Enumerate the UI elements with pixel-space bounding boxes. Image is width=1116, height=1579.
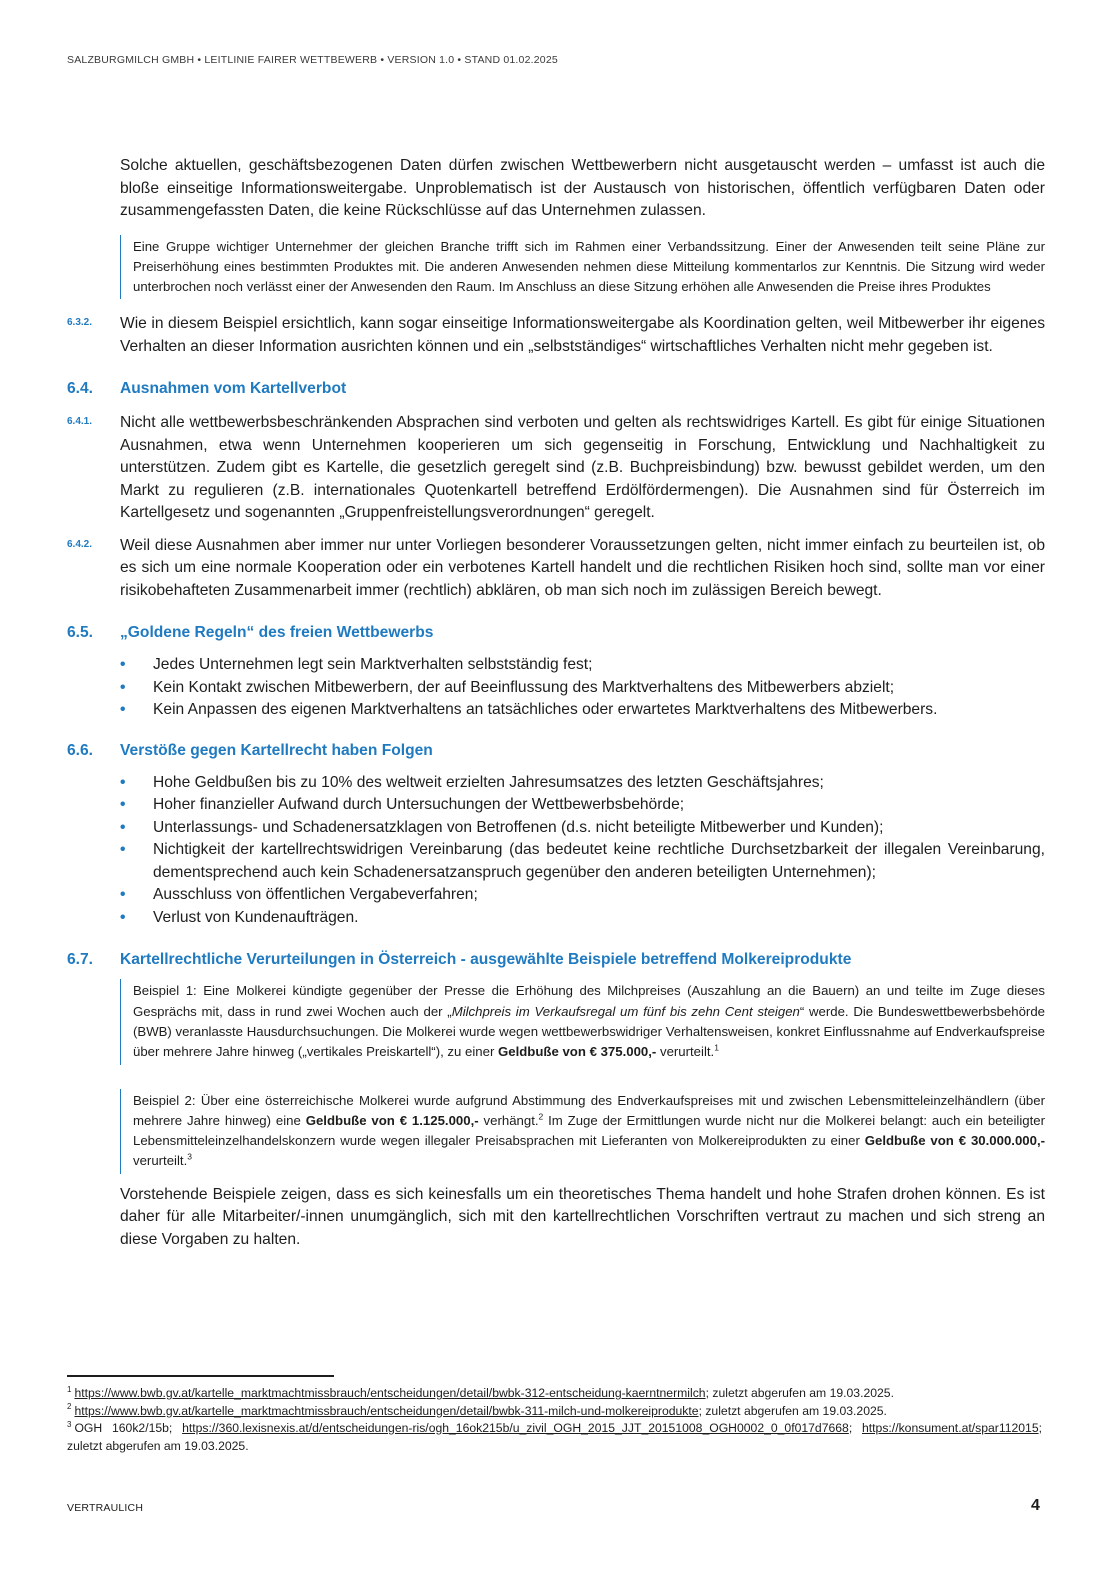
closing-paragraph: Vorstehende Beispiele zeigen, dass es sich keinesfalls um ein theoretisches Thema handelt und hohe Strafen drohen können. Es ist daher für alle Mitarbeiter/-innen unumgänglich, sich mit den kartellrechtlichen Vorschriften vertraut zu machen und sich streng an diese Vorgaben zu halten. (120, 1185, 1045, 1248)
bullet-icon: • (120, 908, 126, 926)
bullet-icon: • (120, 773, 126, 791)
bullet-icon: • (120, 656, 126, 674)
heading-6-7 (0, 951, 1116, 975)
footnote-ref[interactable]: 2 (538, 1111, 544, 1122)
heading-number: 6.7. (67, 951, 94, 969)
heading-6-4 (0, 380, 1116, 404)
heading-number: 6.5. (67, 624, 94, 642)
heading-number: 6.4. (67, 380, 94, 398)
footnote-divider (67, 1375, 334, 1377)
footnote-link[interactable]: https://konsument.at/spar112015 (862, 1421, 1039, 1435)
footnote-ref[interactable]: 1 (714, 1042, 719, 1053)
fine-amount: Geldbuße von € 1.125.000,- (305, 1112, 479, 1128)
paragraph-text: Nicht alle wettbewerbsbeschränkenden Absprachen sind verboten und gelten als rechtswidriges Kartell. Es gibt für einige Situationen Ausnahmen, etwa wenn Unternehmen kooperieren um sich gegenseitig in Forschung, Entwicklung und Nachhaltigkeit zu unterstützen. Zudem gibt es Kartelle, die gesetzlich geregelt sind (z.B. Buchpreisbindung) bzw. bewusst gebildet werden, um den Markt zu regulieren (z.B. internationales Quotenkartell betreffend Erdölfördermengen). Die Ausnahmen sind für Österreich im Kartellgesetz und sogenannten „Gruppenfreistellungsverordnungen“ geregelt. (120, 414, 1045, 522)
list-item: • Hoher finanzieller Aufwand durch Untersuchungen der Wettbewerbsbehörde; (120, 794, 1045, 817)
bullet-icon: • (120, 818, 126, 836)
paragraph-text: Weil diese Ausnahmen aber immer nur unter Vorliegen besonderer Voraussetzungen gelten, nicht immer einfach zu beurteilen ist, ob es sich um eine normale Kooperation oder ein verbotenes Kartell handelt und die rechtlichen Risiken hoch sind, sollte man vor einer risikobehafteten Zusammenarbeit immer (rechtlich) abklären, ob man sich noch im zulässigen Bereich bewegt. (120, 536, 1045, 599)
list-item: • Jedes Unternehmen legt sein Marktverhalten selbstständig fest; (120, 654, 1045, 677)
footnote-ref[interactable]: 3 (187, 1152, 192, 1163)
paragraph-number: 6.4.1. (67, 416, 93, 428)
paragraph-6-4-2 (0, 535, 1116, 603)
page-number: 4 (1031, 1497, 1040, 1514)
fine-amount: Geldbuße von € 375.000,- (498, 1044, 657, 1060)
footnote-link[interactable]: https://www.bwb.gv.at/kartelle_marktmachtmissbrauch/entscheidungen/detail/bwbk-311-milch-und-molkereiprodukte (74, 1403, 699, 1418)
confidential-label: VERTRAULICH (67, 1502, 144, 1514)
list-item: • Verlust von Kundenaufträgen. (120, 907, 1045, 930)
intro-paragraph: Solche aktuellen, geschäftsbezogenen Daten dürfen zwischen Wettbewerbern nicht ausgetauscht werden – umfasst ist auch die bloße einseitige Informationsweitergabe. Unproblematisch ist der Austausch von historischen, öffentlich verfügbaren Daten oder zusammengefassten Daten, die keine Rückschlüsse auf das Unternehmen zulassen. (120, 157, 1045, 219)
bullet-icon: • (120, 886, 126, 904)
page-body (0, 155, 1116, 1251)
bullet-icon: • (120, 796, 126, 814)
heading-number: 6.6. (67, 741, 94, 759)
bullet-icon: • (120, 841, 126, 859)
list-item: • Kein Kontakt zwischen Mitbewerbern, der auf Beeinflussung des Marktverhaltens des Mitbewerbers abzielt; (120, 677, 1045, 700)
footnote-link[interactable]: https://www.bwb.gv.at/kartelle_marktmachtmissbrauch/entscheidungen/detail/bwbk-312-entscheidung-kaerntnermilch (74, 1386, 706, 1400)
list-item: • Nichtigkeit der kartellrechtswidrigen Vereinbarung (das bedeutet keine rechtliche Durchsetzbarkeit der illegalen Vereinbarung, dementsprechend auch kein Schadenersatzanspruch gegenüber den anderen beteiligten Unternehmen); (120, 841, 1045, 881)
heading-title: Ausnahmen vom Kartellverbot (120, 380, 347, 398)
example-box-meeting: Eine Gruppe wichtiger Unternehmer der gleichen Branche trifft sich im Rahmen einer Verbandssitzung. Einer der Anwesenden teilt seine Pläne zur Preiserhöhung eines bestimmten Produktes mit. Die anderen Anwesenden nehmen diese Mitteilung kommentarlos zur Kenntnis. Die Sitzung wird weder unterbrochen noch verlässt einer der Anwesenden den Raum. Im Anschluss an diese Sitzung erhöhen alle Anwesenden die Preise ihres Produktes (120, 235, 1045, 300)
footnote-2: $^2$ https://www.bwb.gv.at/kartelle_marktmachtmissbrauch/entscheidungen/detail/bwbk-311-milch-und-molkereiprodukte; zuletzt abgerufen am 19.03.2025. (67, 1402, 887, 1418)
footnote-1: $^1$ https://www.bwb.gv.at/kartelle_marktmachtmissbrauch/entscheidungen/detail/bwbk-312-entscheidung-kaerntnermilch; zuletzt abgerufen am 19.03.2025. (67, 1384, 894, 1400)
paragraph-6-3-2 (0, 313, 1116, 358)
heading-6-5 (0, 624, 1116, 648)
list-item: • Kein Anpassen des eigenen Marktverhaltens an tatsächliches oder erwartetes Marktverhaltens des Mitbewerbers. (120, 699, 1045, 722)
list-item: • Ausschluss von öffentlichen Vergabeverfahren; (120, 884, 1045, 907)
example-box-1: Beispiel 1: Eine Molkerei kündigte gegenüber der Presse die Erhöhung des Milchpreises (Auszahlung an die Bauern) an und teilte im Zuge dieses Gesprächs mit, dass in rund zwei Wochen auch der „Milchpreis im Verkaufsregal um fünf bis zehn Cent steigen“ werde. Die Bundeswettbewerbsbehörde (BWB) veranlasste Hausdurchsuchungen. Die Molkerei wurde wegen wettbewerbswidriger Verhaltensweisen, konkret Einflussnahme auf Endverkaufspreise über mehrere Jahre hinweg („vertikales Preiskartell“), zu einer Geldbuße von € 375.000,- verurteilt.$^1$ (120, 979, 1045, 1064)
list-item: • Unterlassungs- und Schadenersatzklagen von Betroffenen (d.s. nicht beteiligte Mitbewerber und Kunden); (120, 817, 1045, 840)
golden-rules-list (120, 654, 1045, 722)
bullet-icon: • (120, 701, 126, 719)
example-box-2: Beispiel 2: Über eine österreichische Molkerei wurde aufgrund Abstimmung des Endverkaufspreises mit und zwischen Lebensmitteleinzelhändlern (über mehrere Jahre hinweg) eine Geldbuße von € 1.125.000,- verhängt.$^2$ Im Zuge der Ermittlungen wurde nicht nur die Molkerei belangt: auch ein beteiligter Lebensmitteleinzelhandelskonzern wurde wegen illegaler Preisabsprachen mit Lieferanten von Molkereiprodukten zu einer Geldbuße von € 30.000.000,- verurteilt.$^3$ (120, 1089, 1045, 1174)
paragraph-number: 6.3.2. (67, 317, 93, 329)
heading-title: Kartellrechtliche Verurteilungen in Österreich - ausgewählte Beispiele betreffend Molkereiprodukte (120, 951, 852, 969)
heading-6-6 (0, 742, 1116, 766)
heading-title: Verstöße gegen Kartellrecht haben Folgen (120, 741, 433, 759)
footnote-3: $^3$ OGH 160k2/15b; https://360.lexisnexis.at/d/entscheidungen-ris/ogh_16ok215b/u_zivil_OGH_2015_JJT_20151008_OGH0002_0_0f017d7668; https://konsument.at/spar112015; zuletzt abgerufen am 19.03.2025. (67, 1419, 1042, 1453)
paragraph-6-4-1 (0, 412, 1116, 525)
paragraph-text: Wie in diesem Beispiel ersichtlich, kann sogar einseitige Informationsweitergabe als Koordination gelten, weil Mitbewerber ihr eigenes Verhalten an dieser Information ausrichten können und ein „selbstständiges“ wirtschaftliches Verhalten nicht mehr gegeben ist. (120, 315, 1045, 355)
bullet-icon: • (120, 678, 126, 696)
footnotes (67, 1385, 1042, 1455)
paragraph-number: 6.4.2. (67, 538, 93, 550)
footnote-link[interactable]: https://360.lexisnexis.at/d/entscheidungen-ris/ogh_16ok215b/u_zivil_OGH_2015_JJT_20151008_OGH0002_0_0f017d7668 (182, 1421, 849, 1435)
list-item: • Hohe Geldbußen bis zu 10% des weltweit erzielten Jahresumsatzes des letzten Geschäftsjahres; (120, 772, 1045, 795)
fine-amount: Geldbuße von € 30.000.000,- (864, 1133, 1046, 1149)
consequences-list (120, 772, 1045, 930)
heading-title: „Goldene Regeln“ des freien Wettbewerbs (120, 624, 434, 642)
running-header: SALZBURGMILCH GMBH • LEITLINIE FAIRER WETTBEWERB • VERSION 1.0 • STAND 01.02.2025 (67, 54, 558, 66)
